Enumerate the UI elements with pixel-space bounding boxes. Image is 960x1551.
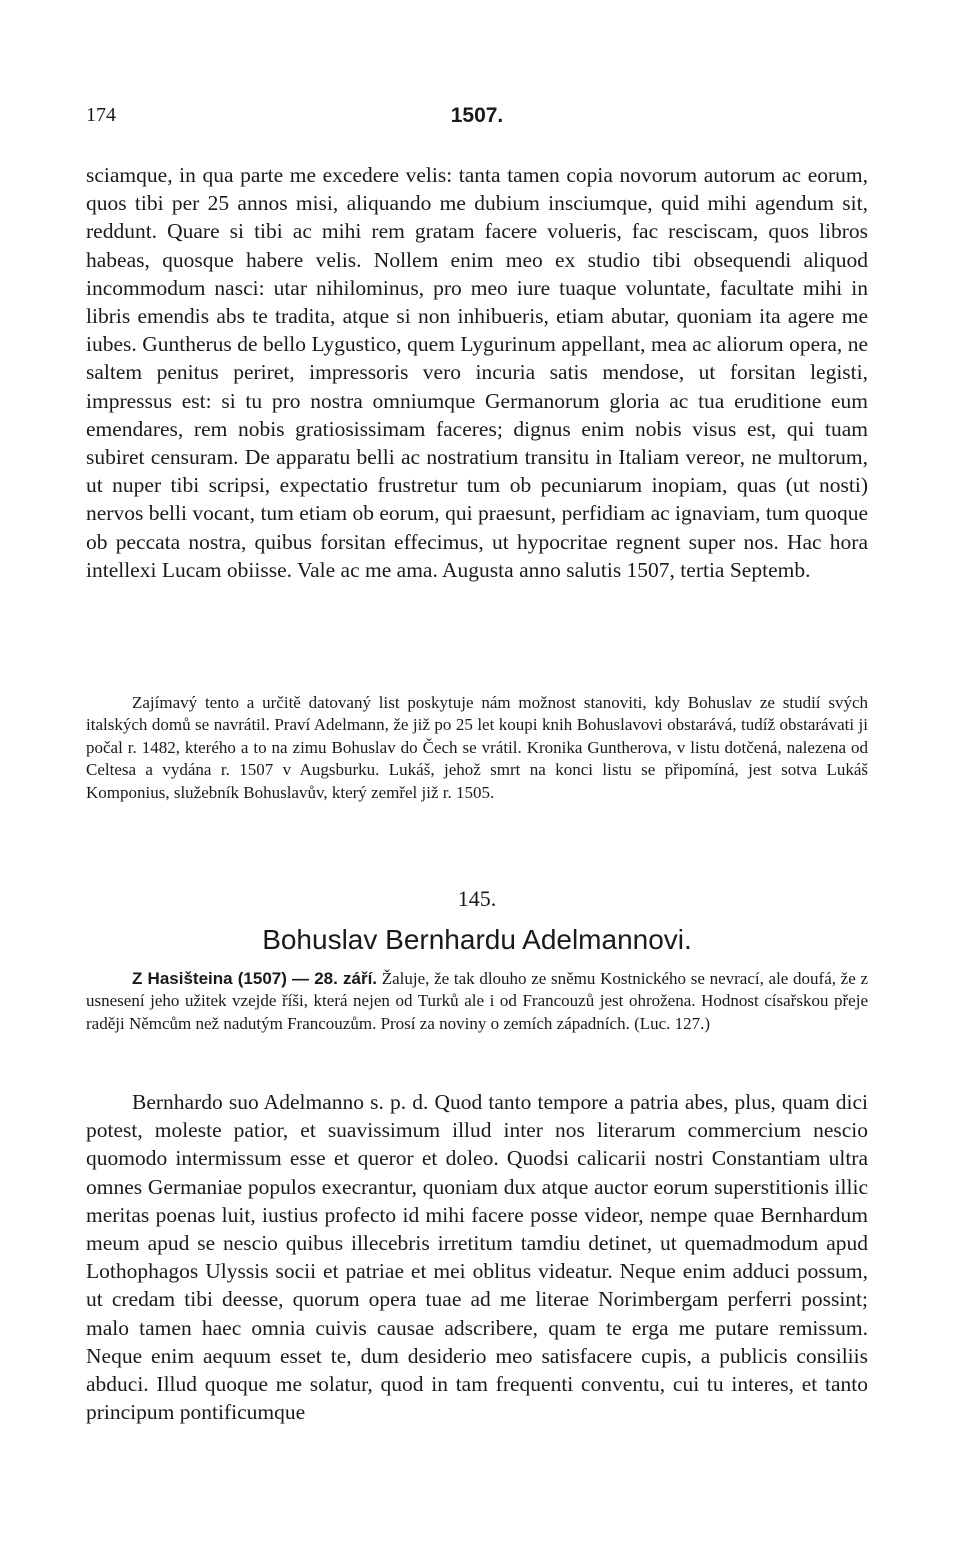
running-header xyxy=(86,104,868,134)
page-number: 174 xyxy=(86,104,116,126)
letter-title: Bohuslav Bernhardu Adelmannovi. xyxy=(262,924,692,955)
latin-letter-text-continued: sciamque, in qua parte me excedere velis: tanta tamen copia novorum autorum ac eorum, quos tibi per 25 annos misi, aliquando me dubium insciumque, quid mihi agendum sit, reddunt. Quare si tibi ac mihi rem gratam facere volueris, fac resciscam, quos libros habeas, quosque habere velis. Nollem enim meo ex studio tibi obsequendi aliquod incommodum nasci: utar nihilominus, pro meo iure tuaque voluntate, facultate mihi in libris emendis abs te tradita, atque si non inhibueris, etiam abutar, quoniam ita agere me iubes. Guntherus de bello Lygustico, quem Lygurinum appellant, mea ac aliorum opera, ne saltem penitus periret, impressoris vero incuria satis mendose, ut forsitan legisti, impressus est: si tu pro nostra omniumque Germanorum gloria ac tua eruditione eum emendares, rem nobis gratiosissimam faceres; dignus enim nobis visus est, qui tuam subiret censuram. De apparatu belli ac nostratium transitu in Italiam vereor, ne multorum, ut nuper tibi scripsi, expectatio frustretur tum ob pecuniarum inopiam, quas (ut nosti) nervos belli vocant, tum etiam ob eorum, qui praesunt, perfidiam ac ignaviam, tum quoque ob peccata nostra, quibus forsitan effecimus, ut hypocritae regnent super nos. Hac hora intellexi Lucam obiisse. Vale ac me ama. Augusta anno salutis 1507, tertia Septemb. xyxy=(86,163,868,582)
letter-place-date: Z Hasišteina (1507) — 28. září. xyxy=(132,969,378,988)
latin-letter-body: Bernhardo suo Adelmanno s. p. d. Quod tanto tempore a patria abes, plus, quam dici potest, moleste patior, et suavissimum illud inter nos literarum commercium nescio quomodo intermissum esse et queror et doleo. Quodsi calicarii nostri Constantiam ultra omnes Germaniae populos execrantur, quoniam dux atque auctor eorum superstitionis illic meritas poenas luit, iustius profecto id mihi facere posse videor, nempe quae Bernhardum meum apud se nescio quibus illecebris irretitum tamdiu detinet, ut quemadmodum apud Lothophagos Ulyssis socii et patriae et mei oblitus videatur. Neque enim adduci possum, ut credam tibi deesse, quorum opera tuae ad me literae Norimbergam perferri possint; malo tamen haec omnia cuivis causae adscribere, quam te erga me putare remissum. Neque enim aequum esset te, dum desiderio meo satisfacere cupis, a publicis consiliis abduci. Illud quoque me solatur, quod in tam frequenti conventu, cui tu interes, et tanto principum pontificumque xyxy=(86,1090,868,1425)
letter-number: 145. xyxy=(457,886,497,911)
running-title-year: 1507. xyxy=(450,104,504,127)
letter-summary-text: Žaluje, že tak dlouho ze sněmu Kostnického se nevrací, ale doufá, že z usnesení jeho užitek vzejde říši, která nejen od Turků ale i od Francouzů jest ohrožena. Hodnost císařskou přeje raději Němcům než nadutým Francouzům. Prosí za noviny o zemích západních. (Luc. 127.) xyxy=(86,969,869,1033)
editor-commentary: Zajímavý tento a určitě datovaný list poskytuje nám možnost stanoviti, kdy Bohuslav ze studií svých italských domů se navrátil. Praví Adelmann, že již po 25 let koupi knih Bohuslavovi obstarává, tudíž obstarávati ji počal r. 1482, kterého a to na zimu Bohuslav do Čech se vrátil. Kronika Guntherova, v listu dotčená, nalezena od Celtesa a vydána r. 1507 v Augsburku. Lukáš, jehož smrt na konci listu se připomíná, jest sotva Lukáš Komponius, služebník Bohuslavův, který zemřel již r. 1505. xyxy=(86,693,868,802)
letter-summary xyxy=(86,968,868,1035)
